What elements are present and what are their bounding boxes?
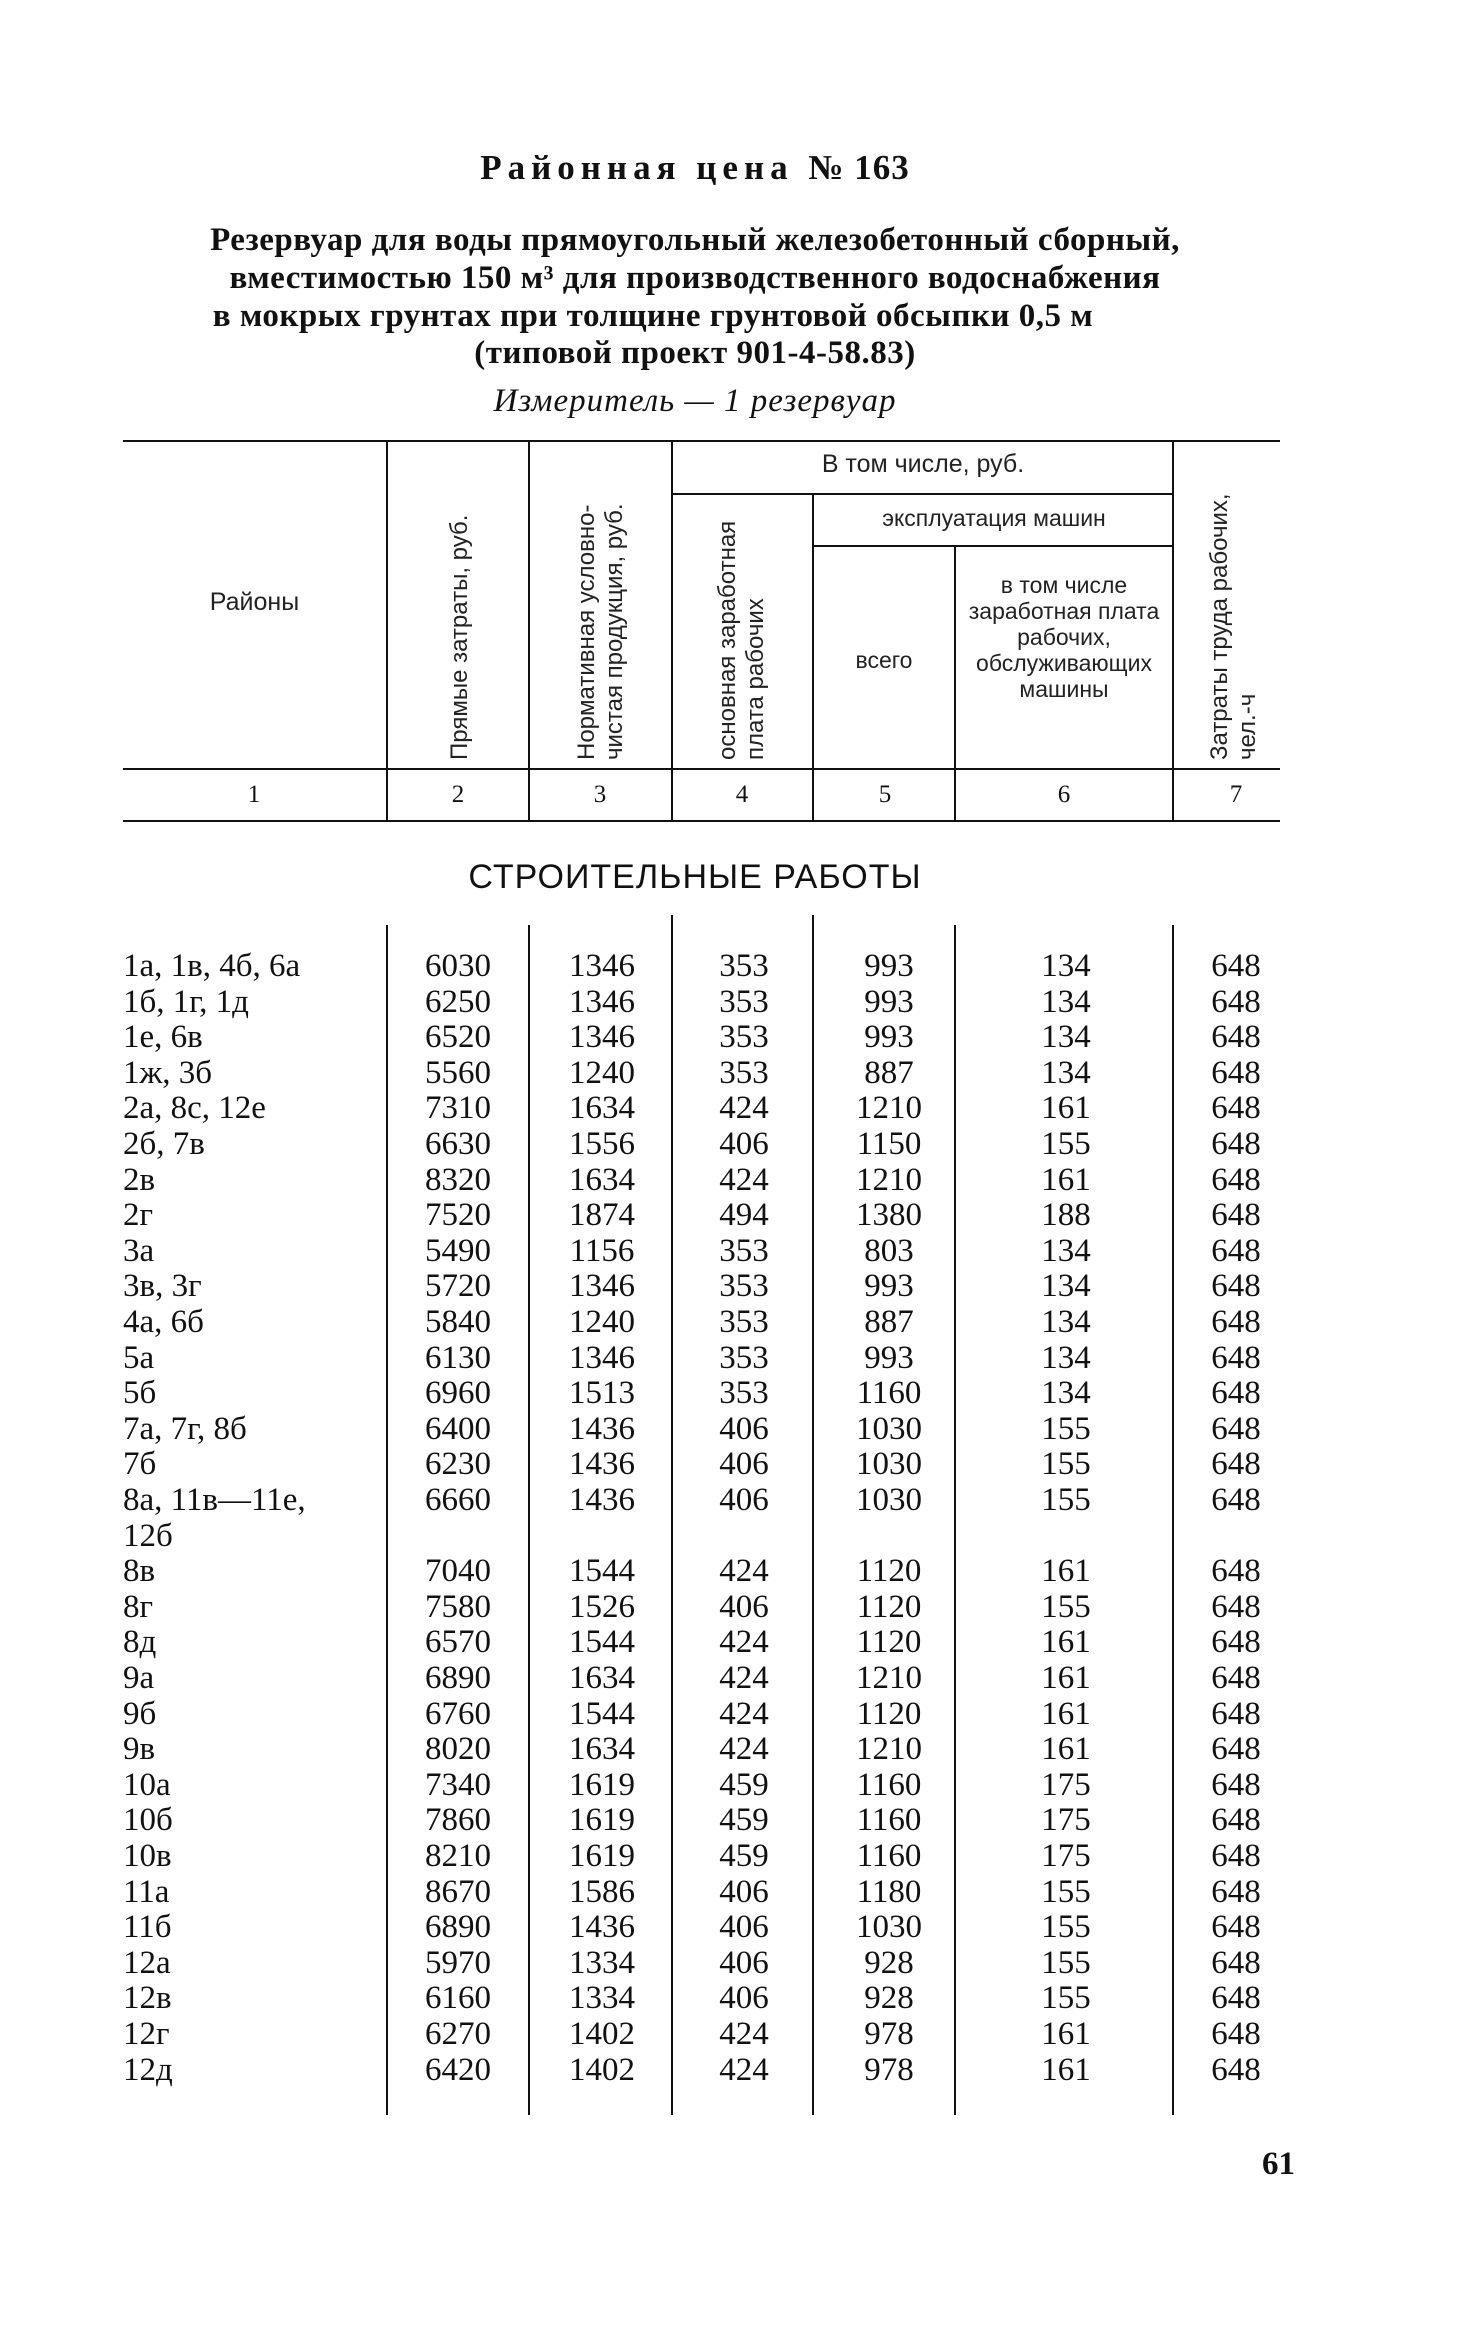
labor-cell: 648 xyxy=(1211,1838,1261,1874)
region-cell: 9а xyxy=(123,1660,155,1696)
machine-wage-cell: 188 xyxy=(1041,1197,1091,1234)
machine-wage-cell: 134 xyxy=(1041,1304,1091,1340)
normative-cell: 1402 xyxy=(569,2016,635,2052)
direct-costs-cell: 5490 xyxy=(425,1232,491,1269)
region-cell: 8а, 11в—11е, xyxy=(123,1482,306,1518)
labor-cell: 648 xyxy=(1211,1232,1261,1269)
header-divider xyxy=(1172,440,1174,820)
region-cell: 3а xyxy=(123,1232,155,1269)
normative-cell: 1634 xyxy=(569,1731,635,1768)
base-wage-cell: 406 xyxy=(719,1980,769,2017)
normative-cell: 1346 xyxy=(569,1019,635,1056)
labor-cell: 648 xyxy=(1211,1090,1261,1127)
machine-wage-cell: 134 xyxy=(1041,948,1091,984)
base-wage-cell: 353 xyxy=(719,948,769,984)
labor-cell: 648 xyxy=(1211,1909,1261,1946)
base-wage-cell: 406 xyxy=(719,1909,769,1946)
machine-wage-cell: 155 xyxy=(1041,1909,1091,1946)
table-row xyxy=(0,2016,1470,2052)
machine-wage-cell: 155 xyxy=(1041,1482,1091,1518)
table-row xyxy=(0,1553,1470,1589)
region-cell: 10б xyxy=(123,1802,173,1839)
machine-total-cell: 1210 xyxy=(856,1090,922,1127)
region-cell: 11а xyxy=(123,1873,170,1910)
normative-cell: 1436 xyxy=(569,1410,635,1447)
direct-costs-cell: 8020 xyxy=(425,1731,491,1768)
region-cell: 2г xyxy=(123,1197,154,1234)
base-wage-cell: 459 xyxy=(719,1766,769,1803)
labor-cell: 648 xyxy=(1211,1588,1261,1625)
normative-cell: 1346 xyxy=(569,1339,635,1376)
normative-cell: 1634 xyxy=(569,1660,635,1696)
col-number: 2 xyxy=(451,781,465,808)
direct-costs-cell: 6420 xyxy=(425,2051,491,2088)
direct-costs-cell: 8670 xyxy=(425,1873,491,1910)
labor-cell: 648 xyxy=(1211,1802,1261,1839)
normative-cell: 1156 xyxy=(569,1232,635,1269)
normative-cell: 1874 xyxy=(569,1197,635,1234)
normative-cell: 1634 xyxy=(569,1090,635,1127)
direct-costs-cell: 7310 xyxy=(425,1090,491,1127)
machine-wage-cell: 175 xyxy=(1041,1766,1091,1803)
machine-total-cell: 978 xyxy=(864,2016,914,2052)
direct-costs-cell: 5560 xyxy=(425,1054,491,1091)
direct-costs-cell: 5720 xyxy=(425,1268,491,1305)
header-divider xyxy=(386,440,388,820)
machine-wage-cell: 161 xyxy=(1041,1624,1091,1661)
direct-costs-cell: 6520 xyxy=(425,1019,491,1056)
base-wage-cell: 406 xyxy=(719,1446,769,1483)
col-machine-header: эксплуатация машин xyxy=(882,505,1106,531)
direct-costs-cell: 6230 xyxy=(425,1446,491,1483)
direct-costs-cell: 6570 xyxy=(425,1624,491,1661)
labor-cell: 648 xyxy=(1211,1339,1261,1376)
normative-cell: 1240 xyxy=(569,1304,635,1340)
table-row xyxy=(0,1411,1470,1447)
machine-total-cell: 1120 xyxy=(856,1553,922,1590)
normative-cell: 1346 xyxy=(569,983,635,1020)
col-number: 4 xyxy=(735,781,749,808)
machine-total-cell: 1120 xyxy=(856,1695,922,1732)
page-title xyxy=(0,148,1390,188)
direct-costs-cell: 8210 xyxy=(425,1838,491,1874)
machine-wage-cell: 134 xyxy=(1041,1019,1091,1056)
table-row xyxy=(0,984,1470,1020)
section-heading: СТРОИТЕЛЬНЫЕ РАБОТЫ xyxy=(468,858,922,896)
labor-cell: 648 xyxy=(1211,2016,1261,2052)
subtitle-line-4: (типовой проект 901-4-58.83) xyxy=(474,335,916,371)
normative-cell: 1346 xyxy=(569,948,635,984)
base-wage-cell: 424 xyxy=(719,1660,769,1696)
machine-total-cell: 1120 xyxy=(856,1624,922,1661)
page-number: 61 xyxy=(1262,2146,1295,2182)
base-wage-cell: 353 xyxy=(719,1375,769,1412)
machine-total-cell: 993 xyxy=(864,1019,914,1056)
normative-cell: 1634 xyxy=(569,1161,635,1198)
machine-total-cell: 1210 xyxy=(856,1660,922,1696)
machine-wage-cell: 134 xyxy=(1041,1375,1091,1412)
col-number: 7 xyxy=(1229,781,1243,808)
region-cell: 8д xyxy=(123,1624,157,1661)
table-row xyxy=(0,1624,1470,1660)
region-cell: 8г xyxy=(123,1588,154,1625)
machine-wage-cell: 134 xyxy=(1041,983,1091,1020)
col-normative-header: Нормативная условно-чистая продукция, руб. xyxy=(573,503,628,760)
header-divider xyxy=(671,440,673,820)
machine-total-cell: 1160 xyxy=(856,1766,922,1803)
col-number: 3 xyxy=(593,781,607,808)
labor-cell: 648 xyxy=(1211,1197,1261,1234)
region-cell: 1ж, 3б xyxy=(123,1054,213,1091)
labor-cell: 648 xyxy=(1211,1446,1261,1483)
region-cell: 12б xyxy=(123,1517,173,1554)
machine-wage-cell: 155 xyxy=(1041,1410,1091,1447)
machine-wage-cell: 134 xyxy=(1041,1339,1091,1376)
normative-cell: 1334 xyxy=(569,1944,635,1981)
machine-wage-cell: 161 xyxy=(1041,1161,1091,1198)
base-wage-cell: 353 xyxy=(719,1232,769,1269)
table-row xyxy=(0,1375,1470,1411)
table-row xyxy=(0,1197,1470,1233)
base-wage-cell: 353 xyxy=(719,983,769,1020)
table-row xyxy=(0,1126,1470,1162)
table-row xyxy=(0,1233,1470,1269)
direct-costs-cell: 6270 xyxy=(425,2016,491,2052)
direct-costs-cell: 6400 xyxy=(425,1410,491,1447)
base-wage-cell: 424 xyxy=(719,1624,769,1661)
subtitle-line-1: Резервуар для воды прямоугольный железобетонный сборный, xyxy=(210,222,1180,258)
direct-costs-cell: 6660 xyxy=(425,1482,491,1518)
machine-total-cell: 1180 xyxy=(856,1873,922,1910)
labor-cell: 648 xyxy=(1211,1660,1261,1696)
machine-wage-cell: 161 xyxy=(1041,1660,1091,1696)
table-row xyxy=(0,1731,1470,1767)
machine-total-cell: 993 xyxy=(864,948,914,984)
machine-total-cell: 1210 xyxy=(856,1161,922,1198)
labor-cell: 648 xyxy=(1211,1873,1261,1910)
normative-cell: 1619 xyxy=(569,1802,635,1839)
machine-total-cell: 978 xyxy=(864,2051,914,2088)
direct-costs-cell: 6890 xyxy=(425,1909,491,1946)
labor-cell: 648 xyxy=(1211,1731,1261,1768)
region-cell: 9в xyxy=(123,1731,156,1768)
table-row xyxy=(0,1589,1470,1625)
region-cell: 5а xyxy=(123,1339,155,1376)
region-cell: 5б xyxy=(123,1375,157,1412)
labor-cell: 648 xyxy=(1211,1054,1261,1091)
col-direct-costs-header: Прямые затраты, руб. xyxy=(446,514,473,760)
machine-rule xyxy=(813,545,1173,547)
col-machine-total-header: всего xyxy=(855,647,913,673)
labor-cell: 648 xyxy=(1211,1268,1261,1305)
col-number: 5 xyxy=(878,781,892,808)
table-row xyxy=(0,1660,1470,1696)
base-wage-cell: 406 xyxy=(719,1944,769,1981)
normative-cell: 1346 xyxy=(569,1268,635,1305)
region-cell: 2а, 8с, 12е xyxy=(123,1090,266,1127)
group-rule xyxy=(673,493,1173,495)
table-row xyxy=(0,1767,1470,1803)
col-number: 1 xyxy=(247,781,261,808)
labor-cell: 648 xyxy=(1211,1553,1261,1590)
region-cell: 1б, 1г, 1д xyxy=(123,983,249,1020)
table-top-rule xyxy=(123,440,1280,442)
normative-cell: 1240 xyxy=(569,1054,635,1091)
direct-costs-cell: 7520 xyxy=(425,1197,491,1234)
machine-total-cell: 1210 xyxy=(856,1731,922,1768)
machine-total-cell: 1030 xyxy=(856,1909,922,1946)
base-wage-cell: 406 xyxy=(719,1588,769,1625)
table-row xyxy=(0,1162,1470,1198)
direct-costs-cell: 6030 xyxy=(425,948,491,984)
table-row xyxy=(0,1019,1470,1055)
table-row xyxy=(0,2052,1470,2088)
region-cell: 2б, 7в xyxy=(123,1126,205,1162)
machine-wage-cell: 155 xyxy=(1041,1588,1091,1625)
subtitle-line-3: в мокрых грунтах при толщине грунтовой обсыпки 0,5 м xyxy=(212,298,1094,334)
machine-total-cell: 1030 xyxy=(856,1446,922,1483)
machine-wage-cell: 155 xyxy=(1041,1446,1091,1483)
normative-cell: 1544 xyxy=(569,1553,635,1590)
col-number: 6 xyxy=(1057,781,1071,808)
machine-total-cell: 1160 xyxy=(856,1838,922,1874)
table-row xyxy=(0,1909,1470,1945)
region-cell: 12в xyxy=(123,1980,172,2017)
table-row xyxy=(0,1874,1470,1910)
base-wage-cell: 424 xyxy=(719,1090,769,1127)
table-row xyxy=(0,1482,1470,1518)
base-wage-cell: 424 xyxy=(719,1553,769,1590)
region-cell: 9б xyxy=(123,1695,157,1732)
direct-costs-cell: 6160 xyxy=(425,1980,491,2017)
direct-costs-cell: 6250 xyxy=(425,983,491,1020)
machine-total-cell: 1160 xyxy=(856,1802,922,1839)
direct-costs-cell: 6130 xyxy=(425,1339,491,1376)
direct-costs-cell: 7040 xyxy=(425,1553,491,1590)
machine-wage-cell: 155 xyxy=(1041,1873,1091,1910)
machine-wage-cell: 155 xyxy=(1041,1126,1091,1162)
machine-wage-cell: 161 xyxy=(1041,1731,1091,1768)
labor-cell: 648 xyxy=(1211,1304,1261,1340)
machine-total-cell: 803 xyxy=(864,1232,914,1269)
direct-costs-cell: 5840 xyxy=(425,1304,491,1340)
normative-cell: 1513 xyxy=(569,1375,635,1412)
region-cell: 1а, 1в, 4б, 6а xyxy=(123,948,301,984)
labor-cell: 648 xyxy=(1211,1019,1261,1056)
machine-total-cell: 1380 xyxy=(856,1197,922,1234)
base-wage-cell: 424 xyxy=(719,1731,769,1768)
col-labor-header: Затраты труда рабочих, чел.-ч xyxy=(1206,493,1261,760)
labor-cell: 648 xyxy=(1211,1375,1261,1412)
machine-total-cell: 993 xyxy=(864,1268,914,1305)
region-cell: 12д xyxy=(123,2051,173,2088)
table-row xyxy=(0,1304,1470,1340)
normative-cell: 1436 xyxy=(569,1482,635,1518)
table-row xyxy=(0,948,1470,984)
machine-wage-cell: 161 xyxy=(1041,1553,1091,1590)
machine-total-cell: 887 xyxy=(864,1304,914,1340)
direct-costs-cell: 6960 xyxy=(425,1375,491,1412)
subtitle-line-2: вместимостью 150 м³ для производственного водоснабжения xyxy=(229,260,1161,296)
machine-wage-cell: 161 xyxy=(1041,2051,1091,2088)
region-cell: 10а xyxy=(123,1766,171,1803)
normative-cell: 1436 xyxy=(569,1909,635,1946)
col-regions-header: Районы xyxy=(209,588,300,616)
base-wage-cell: 353 xyxy=(719,1268,769,1305)
table-row xyxy=(0,1696,1470,1732)
machine-total-cell: 1030 xyxy=(856,1410,922,1447)
base-wage-cell: 406 xyxy=(719,1873,769,1910)
labor-cell: 648 xyxy=(1211,1161,1261,1198)
region-cell: 7а, 7г, 8б xyxy=(123,1410,247,1447)
machine-total-cell: 1120 xyxy=(856,1588,922,1625)
machine-wage-cell: 161 xyxy=(1041,2016,1091,2052)
direct-costs-cell: 8320 xyxy=(425,1161,491,1198)
base-wage-cell: 406 xyxy=(719,1410,769,1447)
direct-costs-cell: 7860 xyxy=(425,1802,491,1839)
base-wage-cell: 424 xyxy=(719,1161,769,1198)
machine-wage-cell: 155 xyxy=(1041,1944,1091,1981)
normative-cell: 1544 xyxy=(569,1695,635,1732)
machine-wage-cell: 134 xyxy=(1041,1232,1091,1269)
normative-cell: 1544 xyxy=(569,1624,635,1661)
base-wage-cell: 424 xyxy=(719,1695,769,1732)
region-cell: 12г xyxy=(123,2016,170,2052)
region-cell: 4а, 6б xyxy=(123,1304,204,1340)
base-wage-cell: 494 xyxy=(719,1197,769,1234)
base-wage-cell: 406 xyxy=(719,1126,769,1162)
base-wage-cell: 353 xyxy=(719,1339,769,1376)
col-base-wage-header: основная заработная плата рабочих xyxy=(714,520,769,760)
machine-wage-cell: 161 xyxy=(1041,1695,1091,1732)
labor-cell: 648 xyxy=(1211,1126,1261,1162)
normative-cell: 1556 xyxy=(569,1126,635,1162)
numbers-bottom-rule xyxy=(123,820,1280,822)
region-cell: 11б xyxy=(123,1909,172,1946)
direct-costs-cell: 7580 xyxy=(425,1588,491,1625)
table-row xyxy=(0,1945,1470,1981)
machine-total-cell: 993 xyxy=(864,983,914,1020)
table-row xyxy=(0,1980,1470,2016)
base-wage-cell: 424 xyxy=(719,2016,769,2052)
region-cell: 3в, 3г xyxy=(123,1268,202,1305)
normative-cell: 1402 xyxy=(569,2051,635,2088)
base-wage-cell: 353 xyxy=(719,1019,769,1056)
region-cell: 7б xyxy=(123,1446,157,1483)
labor-cell: 648 xyxy=(1211,1624,1261,1661)
table-row xyxy=(0,1055,1470,1091)
table-row xyxy=(0,1090,1470,1126)
region-cell: 1е, 6в xyxy=(123,1019,203,1056)
normative-cell: 1619 xyxy=(569,1838,635,1874)
base-wage-cell: 459 xyxy=(719,1802,769,1839)
labor-cell: 648 xyxy=(1211,1944,1261,1981)
direct-costs-cell: 6630 xyxy=(425,1126,491,1162)
labor-cell: 648 xyxy=(1211,1695,1261,1732)
labor-cell: 648 xyxy=(1211,1482,1261,1518)
machine-total-cell: 928 xyxy=(864,1980,914,2017)
machine-total-cell: 1160 xyxy=(856,1375,922,1412)
header-bottom-rule xyxy=(123,768,1280,770)
machine-total-cell: 928 xyxy=(864,1944,914,1981)
labor-cell: 648 xyxy=(1211,2051,1261,2088)
machine-wage-cell: 175 xyxy=(1041,1802,1091,1839)
machine-total-cell: 1150 xyxy=(856,1126,922,1162)
normative-cell: 1586 xyxy=(569,1873,635,1910)
machine-wage-cell: 134 xyxy=(1041,1054,1091,1091)
machine-total-cell: 993 xyxy=(864,1339,914,1376)
header-divider xyxy=(528,440,530,820)
normative-cell: 1436 xyxy=(569,1446,635,1483)
normative-cell: 1619 xyxy=(569,1766,635,1803)
machine-wage-cell: 161 xyxy=(1041,1090,1091,1127)
base-wage-cell: 424 xyxy=(719,2051,769,2088)
region-cell: 10в xyxy=(123,1838,172,1874)
labor-cell: 648 xyxy=(1211,1410,1261,1447)
base-wage-cell: 459 xyxy=(719,1838,769,1874)
region-cell: 8в xyxy=(123,1553,156,1590)
table-row xyxy=(0,1838,1470,1874)
machine-total-cell: 1030 xyxy=(856,1482,922,1518)
direct-costs-cell: 5970 xyxy=(425,1944,491,1981)
measure-unit: Измеритель — 1 резервуар xyxy=(493,383,897,419)
col-machine-wage-header: в том числе заработная плата рабочих, обслуживающих машины xyxy=(968,572,1160,702)
machine-wage-cell: 155 xyxy=(1041,1980,1091,2017)
region-cell: 12а xyxy=(123,1944,171,1981)
header-divider xyxy=(954,545,956,820)
base-wage-cell: 406 xyxy=(719,1482,769,1518)
direct-costs-cell: 6890 xyxy=(425,1660,491,1696)
title-text: Районная цена xyxy=(480,148,794,187)
labor-cell: 648 xyxy=(1211,1980,1261,2017)
col-group-header: В том числе, руб. xyxy=(821,450,1025,478)
machine-wage-cell: 175 xyxy=(1041,1838,1091,1874)
table-row xyxy=(0,1340,1470,1376)
machine-total-cell: 887 xyxy=(864,1054,914,1091)
labor-cell: 648 xyxy=(1211,948,1261,984)
table-row xyxy=(0,1446,1470,1482)
base-wage-cell: 353 xyxy=(719,1054,769,1091)
direct-costs-cell: 7340 xyxy=(425,1766,491,1803)
labor-cell: 648 xyxy=(1211,1766,1261,1803)
machine-wage-cell: 134 xyxy=(1041,1268,1091,1305)
base-wage-cell: 353 xyxy=(719,1304,769,1340)
table-row xyxy=(0,1518,1470,1554)
table-row xyxy=(0,1268,1470,1304)
labor-cell: 648 xyxy=(1211,983,1261,1020)
normative-cell: 1334 xyxy=(569,1980,635,2017)
direct-costs-cell: 6760 xyxy=(425,1695,491,1732)
table-row xyxy=(0,1802,1470,1838)
normative-cell: 1526 xyxy=(569,1588,635,1625)
title-number: № 163 xyxy=(808,148,910,187)
region-cell: 2в xyxy=(123,1161,156,1198)
